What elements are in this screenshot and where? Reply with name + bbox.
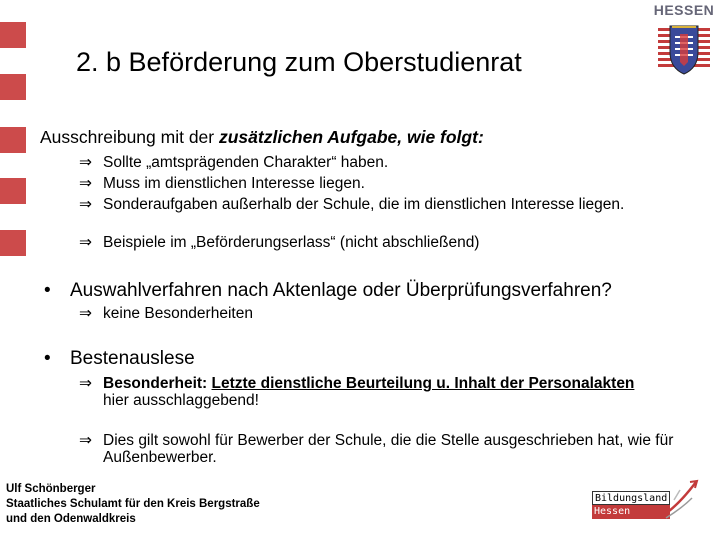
requirement-text: Muss im dienstlichen Interesse liegen. [103,175,365,192]
auswahl-note [79,305,679,322]
implies-icon: ⇒ [79,175,92,192]
intro-emphasis: zusätzlichen Aufgabe, wie folgt: [218,127,484,147]
bildungsland-logo-line1: Bildungsland [592,491,670,505]
requirement-item [79,196,669,213]
implies-icon: ⇒ [79,154,92,171]
bullet-icon: • [44,280,51,301]
requirement-text: Sollte „amtsprägenden Charakter“ haben. [103,154,389,171]
bildungsland-logo-line2: Hessen [592,505,670,519]
decor-stripe [0,127,26,153]
bildungsland-logo [592,478,702,524]
footer-line3: und den Odenwaldkreis [6,513,136,525]
hessen-logo [651,2,717,18]
bestenauslese-heading-text: Bestenauslese [70,348,195,369]
hessen-crest-icon [658,22,710,78]
bestenauslese-applies [79,432,699,466]
requirement-text: Sonderaufgaben außerhalb der Schule, die im dienstlichen Interesse liegen. [103,196,625,213]
hessen-logo-text: HESSEN [653,2,715,18]
page-title: 2. b Beförderung zum Oberstudienrat [76,47,522,77]
implies-icon: ⇒ [79,432,92,449]
implies-icon: ⇒ [79,305,92,322]
auswahl-heading [44,280,612,302]
intro-lead: Ausschreibung mit der [40,127,219,147]
decor-stripe [0,230,26,256]
auswahl-heading-text: Auswahlverfahren nach Aktenlage oder Überprüfungsverfahren? [70,280,612,301]
decor-stripe [0,178,26,204]
special-rest: hier ausschlaggebend! [103,392,259,409]
bestenauslese-special [79,375,639,409]
auswahl-note-text: keine Besonderheiten [103,305,253,322]
implies-icon: ⇒ [79,375,92,392]
requirement-item [79,234,679,251]
requirement-item [79,154,679,171]
author-footer [6,482,260,527]
bestenauslese-special-text [79,375,639,409]
special-label: Besonderheit: [103,375,212,392]
bestenauslese-applies-text: Dies gilt sowohl für Bewerber der Schule, die die Stelle ausgeschrieben hat, wie für Außenbewerber. [103,432,674,466]
implies-icon: ⇒ [79,234,92,251]
decor-stripe [0,22,26,48]
footer-line1: Ulf Schönberger [6,483,96,495]
bestenauslese-heading [44,348,195,370]
requirement-item [79,175,679,192]
swoosh-icon [660,478,700,520]
requirement-text: Beispiele im „Beförderungserlass“ (nicht abschließend) [103,234,480,251]
decor-stripe [0,74,26,100]
bullet-icon: • [44,348,51,369]
intro-text [40,127,484,148]
special-underlined: Letzte dienstliche Beurteilung u. Inhalt der Personalakten [211,375,635,392]
implies-icon: ⇒ [79,196,92,213]
footer-line2: Staatliches Schulamt für den Kreis Bergstraße [6,498,260,510]
